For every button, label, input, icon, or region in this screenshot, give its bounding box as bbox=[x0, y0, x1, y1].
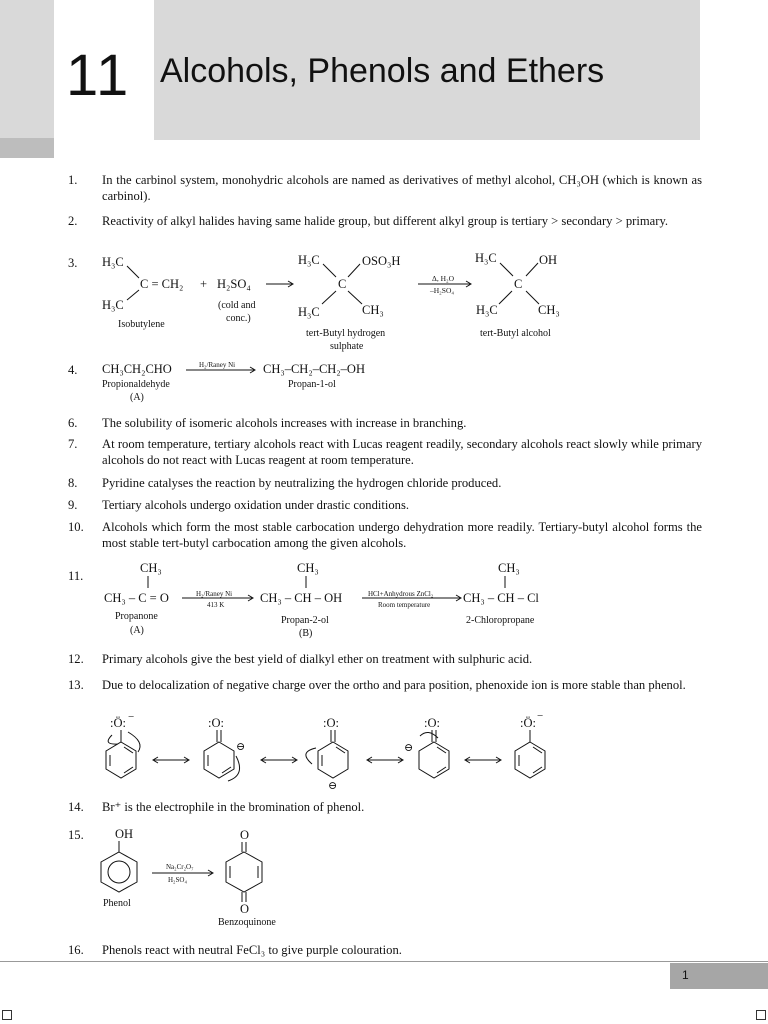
label: H₃C bbox=[102, 255, 124, 269]
label: C = CH₂ bbox=[140, 277, 184, 291]
equation-15 bbox=[101, 827, 276, 928]
label: CH₃ bbox=[538, 303, 560, 317]
label: tert-Butyl alcohol bbox=[480, 328, 551, 339]
label: (A) bbox=[130, 625, 144, 636]
label: Isobutylene bbox=[118, 319, 165, 330]
label: CH₃ bbox=[498, 561, 520, 575]
label: (cold and bbox=[218, 300, 256, 311]
crop-mark bbox=[2, 1010, 12, 1020]
label: Room temperature bbox=[378, 601, 431, 609]
label: H₂SO₄ bbox=[217, 277, 251, 291]
label: H₃C bbox=[476, 303, 498, 317]
label: + bbox=[200, 277, 208, 291]
crop-mark bbox=[756, 1010, 766, 1020]
label: Propan-2-ol bbox=[281, 615, 329, 626]
label: –H₂SO₄ bbox=[430, 286, 454, 295]
label: Benzoquinone bbox=[218, 917, 276, 928]
page-number: 1 bbox=[682, 968, 689, 982]
equation-11 bbox=[104, 561, 539, 639]
label: C bbox=[514, 277, 523, 291]
label: CH₃ bbox=[140, 561, 162, 575]
label: − bbox=[128, 711, 135, 723]
label: 413 K bbox=[207, 601, 225, 609]
label: H₃C bbox=[102, 298, 124, 312]
label: − bbox=[537, 710, 544, 722]
label: Propan-1-ol bbox=[288, 379, 336, 390]
label: Δ, H₂O bbox=[432, 274, 455, 283]
label: ⊖ bbox=[328, 780, 338, 792]
label: H₂/Raney Ni bbox=[199, 361, 236, 369]
label: H₂SO₄ bbox=[168, 876, 187, 884]
label: H₃C bbox=[298, 305, 320, 319]
label: :O: bbox=[208, 716, 224, 730]
label: Na₂Cr₂O₇ bbox=[166, 863, 194, 871]
label: OH bbox=[539, 253, 558, 267]
label: :O: bbox=[424, 716, 440, 730]
label: Propionaldehyde bbox=[102, 379, 170, 390]
label: HCl+Anhydrous ZnCl₂ bbox=[368, 590, 434, 598]
label: :O: bbox=[323, 716, 339, 730]
label: OH bbox=[115, 827, 134, 841]
label: 2-Chloropropane bbox=[466, 615, 535, 626]
label: CH₃–CH₂–CH₂–OH bbox=[263, 362, 365, 376]
label: CH₃ – C = O bbox=[104, 591, 169, 605]
label: CH₃ bbox=[297, 561, 319, 575]
equation-3 bbox=[102, 251, 560, 352]
equation-13-resonance bbox=[106, 710, 545, 792]
label: ⊖ bbox=[404, 742, 414, 754]
label: O bbox=[240, 828, 250, 842]
label: (A) bbox=[130, 392, 144, 403]
equation-4 bbox=[102, 361, 365, 403]
footer-rule bbox=[0, 961, 768, 962]
label: CH₃ – CH – Cl bbox=[463, 591, 539, 605]
label: CH₃ – CH – OH bbox=[260, 591, 343, 605]
label: H₂/Raney Ni bbox=[196, 590, 233, 598]
label: CH₃ bbox=[362, 303, 384, 317]
label: H₃C bbox=[475, 251, 497, 265]
chapter-number: 11 bbox=[66, 43, 131, 108]
label: O bbox=[240, 902, 250, 916]
label: :Ö: bbox=[520, 716, 536, 730]
label: C bbox=[338, 277, 347, 291]
label: H₃C bbox=[298, 253, 320, 267]
label: (B) bbox=[299, 628, 313, 639]
label: ⊖ bbox=[236, 741, 246, 753]
label: tert-Butyl hydrogen bbox=[306, 328, 386, 339]
label: OSO₃H bbox=[362, 254, 401, 268]
label: Propanone bbox=[115, 611, 158, 622]
label: sulphate bbox=[330, 341, 364, 352]
label: conc.) bbox=[226, 313, 251, 324]
label: Phenol bbox=[103, 898, 131, 909]
label: :Ö: bbox=[110, 716, 126, 730]
label: CH₃CH₂CHO bbox=[102, 362, 172, 376]
chapter-title: Alcohols, Phenols and Ethers bbox=[160, 52, 605, 90]
